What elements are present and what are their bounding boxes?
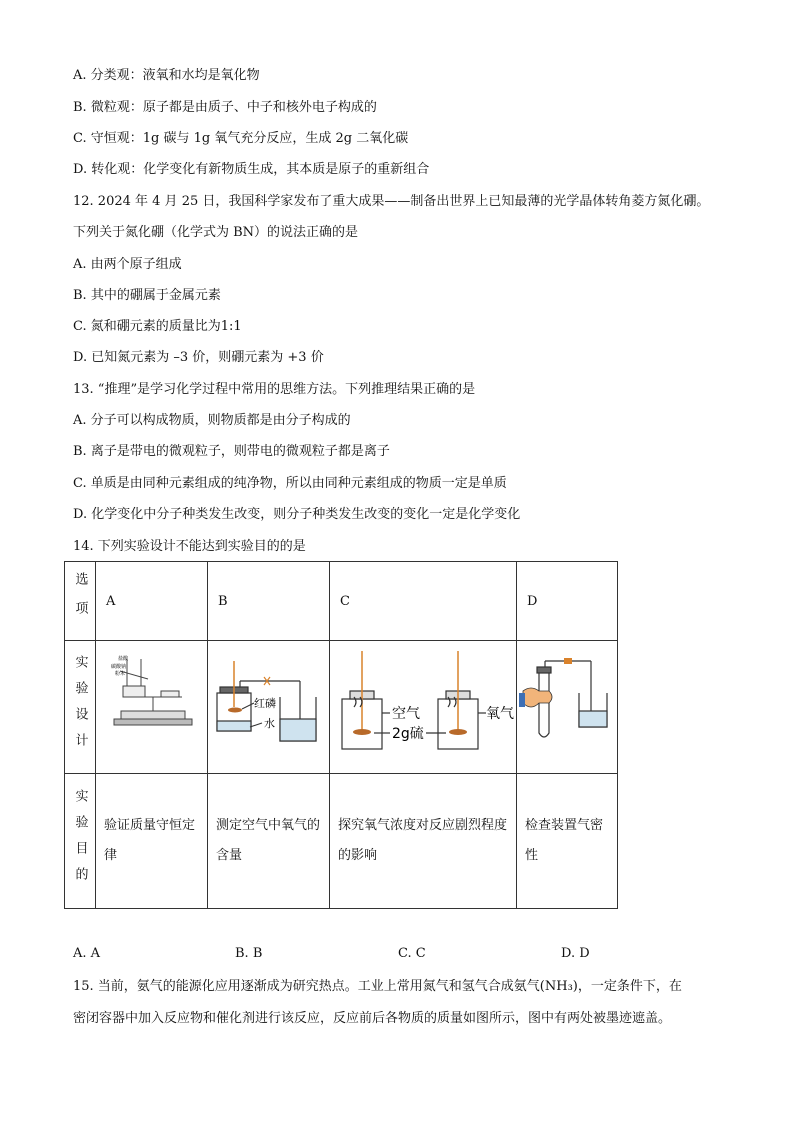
fig-b-label-water: 水: [264, 717, 275, 730]
q13-stem: 13. “推理”是学习化学过程中常用的思维方法。下列推理结果正确的是: [73, 382, 476, 397]
q11-option-c: C. 守恒观：1g 碳与 1g 氧气充分反应，生成 2g 二氧化碳: [73, 131, 409, 146]
phosphorus-experiment-figure: [208, 641, 329, 769]
fig-a-label-carbonate: 碳酸钠: [111, 664, 127, 670]
table-row-purpose: [65, 774, 618, 909]
col-c-label: C: [340, 593, 350, 609]
fig-c-label-air: 空气: [392, 706, 420, 722]
purpose-d: 检查装置气密性: [525, 818, 604, 863]
sulfur-combustion-figure: [330, 641, 516, 769]
q15-stem-line-2: 密闭容器中加入反应物和催化剂进行该反应，反应前后各物质的质量如图所示，图中有两处被墨迹遮盖。: [73, 1011, 672, 1026]
q13-option-b: B. 离子是带电的微观粒子，则带电的微观粒子都是离子: [73, 444, 390, 459]
answer-c: C. C: [398, 946, 426, 961]
fig-c-label-sulfur: 2g硫: [392, 726, 424, 742]
q11-option-b: B. 微粒观：原子都是由质子、中子和核外电子构成的: [73, 100, 377, 115]
q11-option-a: A. 分类观：液氧和水均是氧化物: [73, 68, 260, 83]
fig-c-label-oxygen: 氧气: [486, 706, 514, 722]
q12-option-c: C. 氮和硼元素的质量比为1:1: [73, 319, 242, 334]
q12-option-d: D. 已知氮元素为 –3 价，则硼元素为 +3 价: [73, 350, 324, 365]
q13-option-c: C. 单质是由同种元素组成的纯净物，所以由同种元素组成的物质一定是单质: [73, 476, 507, 491]
q14-stem: 14. 下列实验设计不能达到实验目的的是: [73, 539, 306, 554]
row-header-options: 选项: [72, 572, 88, 630]
experiment-table: [64, 561, 618, 909]
purpose-c: 探究氧气浓度对反应剧烈程度的影响: [338, 818, 508, 863]
fig-b-label-phosphorus: 红磷: [254, 697, 276, 710]
q15-stem-line-1: 15. 当前，氨气的能源化应用逐渐成为研究热点。工业上常用氮气和氢气合成氨气(NH₃)，一定条件下，在: [73, 979, 682, 994]
col-a-label: A: [106, 593, 116, 609]
answer-b: B. B: [235, 946, 263, 961]
airtightness-check-figure: [517, 641, 617, 769]
answer-a: A. A: [73, 946, 101, 961]
purpose-b: 测定空气中氧气的含量: [216, 818, 321, 863]
col-d-label: D: [527, 593, 538, 609]
table-row-options: [65, 562, 618, 641]
q12-stem-line-2: 下列关于氮化硼（化学式为 BN）的说法正确的是: [73, 225, 359, 240]
table-row-design: [65, 641, 618, 774]
q13-option-a: A. 分子可以构成物质，则物质都是由分子构成的: [73, 413, 351, 428]
answer-d: D. D: [561, 946, 590, 961]
fig-a-label-powder: 粉末: [115, 671, 126, 677]
row-header-design: 实验设计: [72, 655, 88, 759]
col-b-label: B: [218, 593, 228, 609]
q12-option-b: B. 其中的硼属于金属元素: [73, 288, 221, 303]
purpose-a: 验证质量守恒定律: [104, 818, 196, 863]
q12-option-a: A. 由两个原子组成: [73, 257, 182, 272]
fig-a-label-acid: 盐酸: [118, 656, 129, 662]
q12-stem-line-1: 12. 2024 年 4 月 25 日，我国科学家发布了重大成果——制备出世界上已知最薄的光学晶体转角菱方氮化硼。: [73, 194, 710, 209]
balance-experiment-figure: [96, 641, 207, 769]
row-header-purpose: 实验目的: [72, 789, 88, 893]
q11-option-d: D. 转化观：化学变化有新物质生成，其本质是原子的重新组合: [73, 162, 430, 177]
q13-option-d: D. 化学变化中分子种类发生改变，则分子种类发生改变的变化一定是化学变化: [73, 507, 521, 522]
